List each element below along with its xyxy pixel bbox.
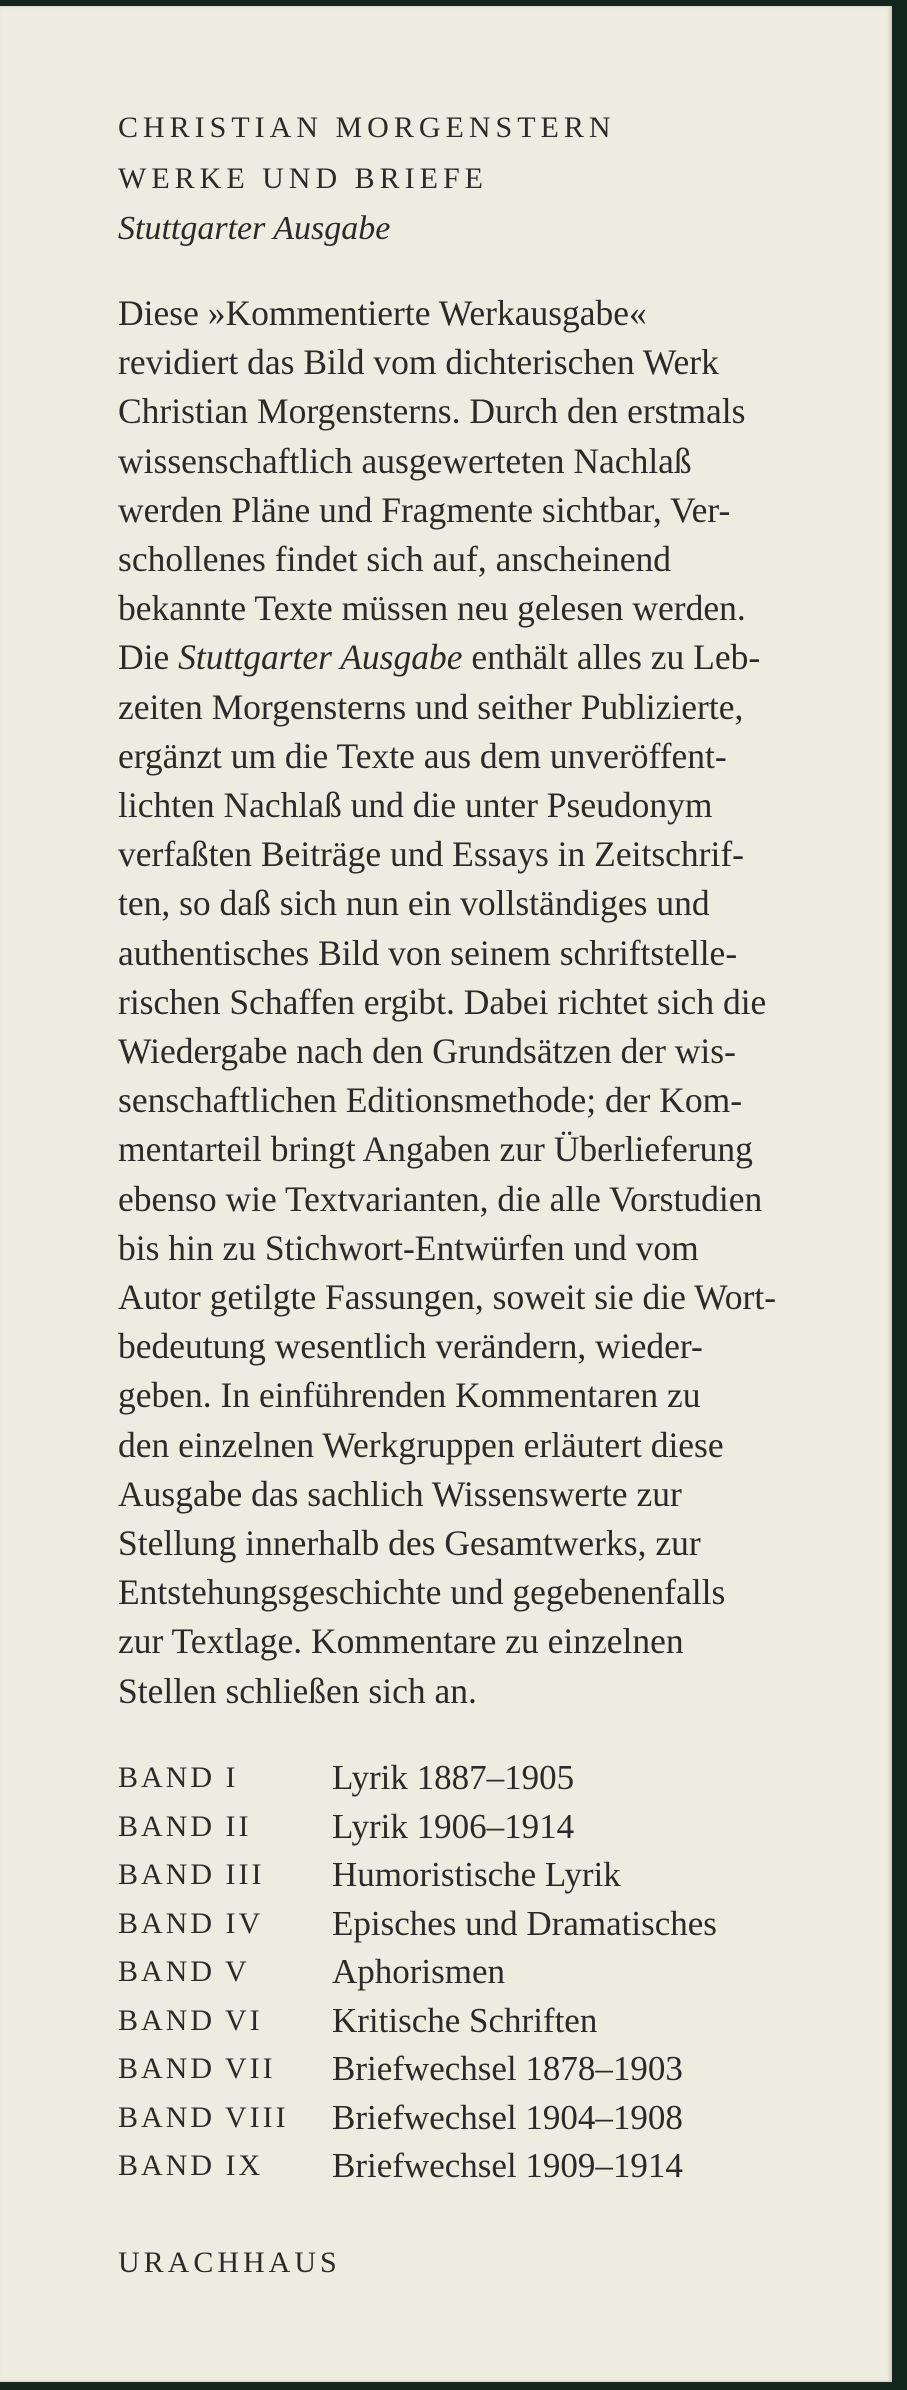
description-line: werden Pläne und Fragmente sichtbar, Ver- xyxy=(118,489,731,530)
volume-row xyxy=(118,1948,717,1997)
volume-label: BAND V xyxy=(118,1955,250,1988)
description-line: zeiten Morgensterns und seither Publizierte, xyxy=(118,686,744,727)
edition-title-italic: Stuttgarter Ausgabe xyxy=(178,637,463,678)
volume-row xyxy=(118,1851,717,1900)
volume-title: Aphorismen xyxy=(332,1952,506,1991)
description-line: Stellen schließen sich an. xyxy=(118,1670,477,1711)
volume-title: Briefwechsel 1878–1903 xyxy=(332,2049,683,2088)
description-line: Wiedergabe nach den Grundsätzen der wis- xyxy=(118,1031,736,1072)
description-text: enthält alles zu Leb- xyxy=(462,637,761,678)
series-heading: WERKE UND BRIEFE xyxy=(118,162,488,195)
volume-row xyxy=(118,2045,717,2094)
author-heading: CHRISTIAN MORGENSTERN xyxy=(118,111,616,144)
volume-label: BAND VII xyxy=(118,2052,276,2085)
description-line-mixed xyxy=(118,633,878,682)
description-line: lichten Nachlaß und die unter Pseudonym xyxy=(118,785,713,826)
description-line: wissenschaftlich ausgewerteten Nachlaß xyxy=(118,440,692,481)
description-line: schollenes findet sich auf, anscheinend xyxy=(118,539,672,580)
description-line: bis hin zu Stichwort-Entwürfen und vom xyxy=(118,1227,699,1268)
description-line: den einzelnen Werkgruppen erläutert diese xyxy=(118,1424,724,1465)
volume-row xyxy=(118,1754,717,1803)
volume-title: Briefwechsel 1904–1908 xyxy=(332,2097,683,2137)
description-line: Christian Morgensterns. Durch den erstmals xyxy=(118,391,746,432)
volume-row xyxy=(118,1900,717,1949)
volume-label: BAND IV xyxy=(118,1906,264,1940)
description-line: ebenso wie Textvarianten, die alle Vorstudien xyxy=(118,1178,763,1219)
description-line: bekannte Texte müssen neu gelesen werden. xyxy=(118,588,746,629)
edition-subtitle: Stuttgarter Ausgabe xyxy=(118,210,391,247)
description-line: Stellung innerhalb des Gesamtwerks, zur xyxy=(118,1523,701,1564)
volume-label: BAND I xyxy=(118,1761,239,1794)
description-line: bedeutung wesentlich verändern, wieder- xyxy=(118,1326,703,1367)
flap-paper xyxy=(0,6,892,2382)
volume-label: BAND VIII xyxy=(118,2100,289,2134)
description-line: Diese »Kommentierte Werkausgabe« xyxy=(118,293,647,333)
description-line: verfaßten Beiträge und Essays in Zeitschrif- xyxy=(118,834,744,875)
description-line: revidiert das Bild vom dichterischen Werk xyxy=(118,342,719,383)
description-line: senschaftlichen Editionsmethode; der Kom- xyxy=(118,1080,743,1121)
volume-row xyxy=(118,1997,717,2046)
description-text: Die xyxy=(118,637,179,678)
description-line: rischen Schaffen ergibt. Dabei richtet sich die xyxy=(118,981,767,1022)
description-line: Autor getilgte Fassungen, soweit sie die Wort- xyxy=(118,1277,777,1318)
volume-label: BAND IX xyxy=(118,2149,264,2182)
volume-title: Lyrik 1887–1905 xyxy=(332,1758,575,1797)
description-line: ergänzt um die Texte aus dem unveröffent- xyxy=(118,735,727,776)
volume-title: Briefwechsel 1909–1914 xyxy=(332,2146,683,2185)
volume-title: Humoristische Lyrik xyxy=(332,1855,621,1894)
volume-title: Episches und Dramatisches xyxy=(332,1903,717,1943)
volume-label: BAND VI xyxy=(118,2003,263,2037)
description-line: ten, so daß sich nun ein vollständiges und xyxy=(118,883,710,924)
volume-list xyxy=(118,1754,717,2191)
volume-row xyxy=(118,1803,717,1852)
volume-row xyxy=(118,2094,717,2143)
volume-title: Kritische Schriften xyxy=(332,2000,598,2040)
publisher-name: URACHHAUS xyxy=(118,2246,341,2279)
description-line: zur Textlage. Kommentare zu einzelnen xyxy=(118,1621,684,1662)
description-line: geben. In einführenden Kommentaren zu xyxy=(118,1375,701,1416)
description-line: Entstehungsgeschichte und gegebenenfalls xyxy=(118,1572,726,1613)
volume-row xyxy=(118,2142,717,2191)
volume-title: Lyrik 1906–1914 xyxy=(332,1806,575,1846)
description-paragraph xyxy=(118,289,878,1716)
header xyxy=(118,102,616,254)
description-line: mentarteil bringt Angaben zur Überlieferung xyxy=(118,1129,753,1170)
volume-label: BAND II xyxy=(118,1809,252,1843)
volume-label: BAND III xyxy=(118,1858,265,1891)
description-line: authentisches Bild von seinem schriftstelle- xyxy=(118,932,738,973)
description-line: Ausgabe das sachlich Wissenswerte zur xyxy=(118,1473,682,1514)
